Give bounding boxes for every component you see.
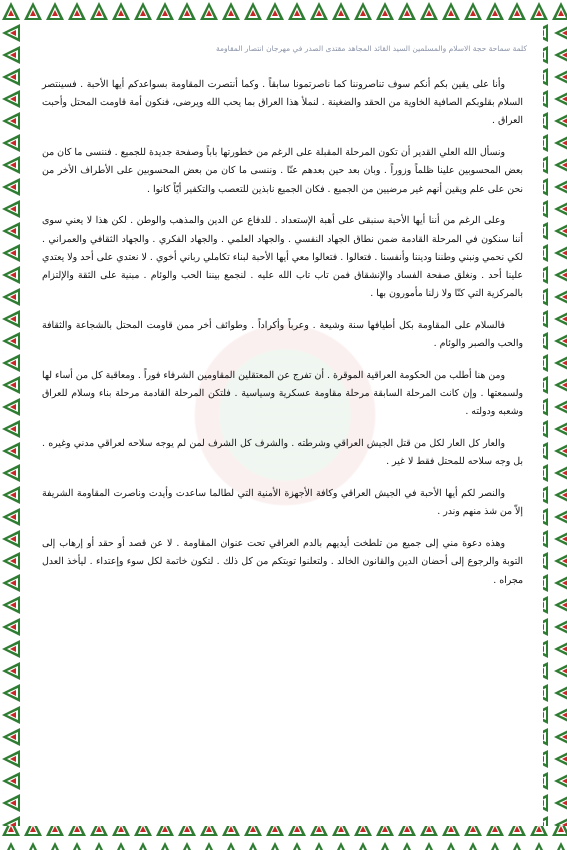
paragraph-6: والعار كل العار لكل من قتل الجيش العراقي وشرطته . والشرف كل الشرف لمن لم يوجه سلاحه لعراقي مدني وغيره . بل وجه سلاحه للمحتل فقط لا غير . — [42, 438, 523, 468]
paragraph-1: وأنا على يقين بكم أنكم سوف تناصروننا كما ناصرتمونا سابقاً . وكما أنتصرت المقاومة بسواعدكم أيها الأحبة . فسينتصر السلام بقلوبكم الصافية الخاوية من الحقد والضغينة . لنملأ هذا العراق بما يحب الله ويرضى، فنكون أمة قاومت المحتل وأحبت العراق . — [42, 79, 523, 127]
paragraph-3: وعلى الرغم من أننا أيها الأحبة سنبقى على أهبة الإستعداد . للدفاع عن الدين والمذهب والوطن . لكن هذا لا يعني سوى أننا سنكون في المرحلة القادمة ضمن نطاق الجهاد النفسي . والجهاد العلمي . والجهاد الفكري . والجهاد الثقافي والعمراني . لكي نحمي ونبني وطننا وديننا وأنفسنا . فتعالوا . فتعالوا معي أيها الأحبة لبناء تكاملي رباني أخوي . لا نعتدي على أحد ولا يعتدي علينا أحد . ونغلق صفحة الفساد والإنشقاق فمن تاب تاب الله عليه . لنجمع بيننا الحب والوئام . مبنية على الثقة والإلتزام بالمركزية التي كنّا ولا زلنا مأمورون بها . — [42, 215, 523, 300]
page-header: كلمة سماحة حجة الاسلام والمسلمين السيد القائد المجاهد مقتدى الصدر في مهرجان انتصار المقاومة — [216, 44, 527, 53]
paragraph-5: ومن هنا أطلب من الحكومة العراقية الموقرة . أن تفرج عن المعتقلين المقاومين الشرفاء فوراً . ومعاقبة كل من أساء لها ولسمعتها . وإن كانت المرحلة السابقة مرحلة مقاومة عسكرية وسياسية . فلتكن المرحلة القادمة مرحلة بناء وسلام للعراق وشعبه ودولته . — [42, 370, 523, 418]
speech-body — [42, 76, 523, 790]
paragraph-4: فالسلام على المقاومة بكل أطيافها سنة وشيعة . وعرباً وأكراداً . وطوائف أخر ممن قاومت المحتل بالشجاعة والثقافة والحب والصبر والوئام . — [42, 320, 523, 350]
paragraph-8: وهذه دعوة مني إلى جميع من تلطخت أيديهم بالدم العراقي تحت عنوان المقاومة . لا عن قصد أو حقد أو إرهاب إلى التوبة والرجوع إلى أحضان الدين والقانون الخالد . ولتعلنوا توبتكم من كل ذلك . لتكون خاتمة لكل سوء وإعتداء . ليأخذ العدل مجراه . — [42, 538, 523, 586]
paragraph-7: والنصر لكم أيها الأحبة في الجيش العراقي وكافة الأجهزة الأمنية التي لطالما ساعدت وأيدت وناصرت المقاومة الشريفة إلاّ من شذ منهم وندر . — [42, 488, 523, 518]
paragraph-2: ونسأل الله العلي القدير أن تكون المرحلة المقبلة على الرغم من خطورتها باباً وصفحة جديدة للجميع . فننسى ما كان من بعض المحسوبين علينا ظلماً وزوراً . وبان بعد حين بعدهم عنّا . وننسى ما كان من بعض المحسوبين على الأطراف الأخر من نحن على علم ويقين أنهم غير مرضيين من الجميع . فكان الجميع نابذين للتعصب والتكفير أيّاً كانوا . — [42, 147, 523, 195]
